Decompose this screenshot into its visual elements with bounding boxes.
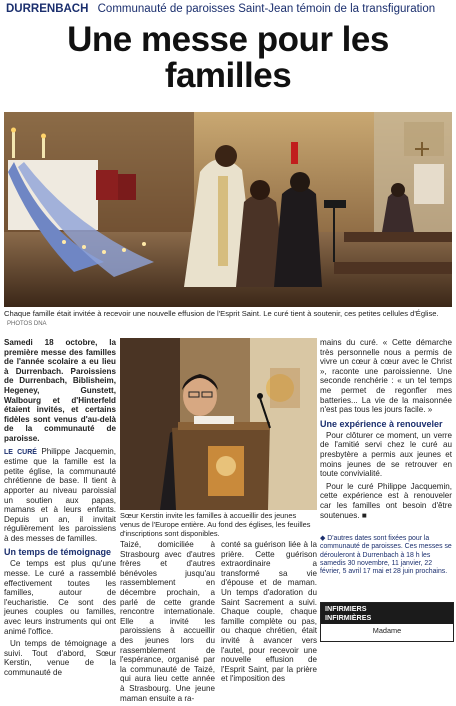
article-col4-para-3: Pour le curé Philippe Jacquemin, cette expérience est à renouveler car les familles ont besoin d'être soutenues. ■ xyxy=(320,481,452,520)
location-label: DURRENBACH xyxy=(6,3,89,15)
article-column-2 xyxy=(120,540,215,706)
dates-note: ◆ D'autres dates sont fixées pour la communauté de paroisses. Ces messes se dérouleront à Durrenbach à 18 h les samedis 30 novembre, 11 janvier, 22 février, 5 avril 17 mai et 28 juin prochains. xyxy=(320,535,452,576)
infirmieres-name: Madame xyxy=(372,626,402,635)
main-photo xyxy=(4,112,452,307)
infirmieres-box xyxy=(320,602,454,642)
article-column-3 xyxy=(221,540,317,687)
article-col4-para-2: Pour clôturer ce moment, un verre de l'amitié servi chez le curé au presbytère a permis aux jeunes et moins jeunes de se retrouver en toute convivialité. xyxy=(320,430,452,479)
article-col2-text: Taizé, domiciliée à Strasbourg avec d'autres frères et d'autres bénévoles jusqu'au rassemblement en décembre prochain, a parlé de cette grande rencontre internationale. Elle a invité les paroissiens à accueillir des jeunes lors du rassemblement de l'espérance, organisé par la communauté de Taizé, qui aura lieu cette année à Strasbourg. Une jeune maman ensuite a ra- xyxy=(120,540,215,703)
article-col4-para-1: mains du curé. « Cette démarche très personnelle nous a permis de vivre un cœur à cœur avec le Christ », raconte une paroissienne. Une seconde renchérie : « un tel temps me permet de regonfler mes batteries... La vie de la maisonnée n'est pas tous les jours facile. » xyxy=(320,338,452,415)
section-subtitle: Communauté de paroisses Saint-Jean témoin de la transfiguration xyxy=(97,3,436,15)
article-para-1-text: Philippe Jacquemin, estime que la famille est la petite église, la communauté chrétienne de base. Il tient à apporter au niveau paroissial un soutien aux papas, mamans et à leurs enfants. Depuis un an, il invitait régulièrement les paroissiens à des messes de familles. xyxy=(4,446,117,543)
article-para-2: Ce temps est plus qu'une messe. Le curé a rassemblé effectivement toutes les familles, autour de l'eucharistie. Ce sont des jeunes couples ou familles, avec leurs instruments qui ont animé l'office. xyxy=(4,559,116,636)
subhead-temoignage: Un temps de témoignage xyxy=(4,547,112,558)
article-headline: Une messe pour les familles xyxy=(67,20,389,95)
sister-photo-caption: Sœur Kerstin invite les familles à accueillir des jeunes venus de l'Europe entière. Au fond des églises, les feuilles d'inscriptions sont disponibles. xyxy=(120,511,311,538)
article-col3-text: conté sa guérison liée à la prière. Cette guérison extraordinaire a transformé sa vie d'épouse et de maman. Un temps d'adoration du Saint Sacrement a suivi. Chaque couple, chaque famille complète ou pas, ou chaque chrétien, était invité à avancer vers l'autel, pour recevoir une nouvelle effusion de l'Esprit Saint, par la prière et l'imposition des xyxy=(221,540,317,684)
keyword-label: LE CURÉ xyxy=(4,448,37,456)
main-caption-text: Chaque famille était invitée à recevoir une nouvelle effusion de l'Esprit Saint. Le curé tient à soutenir, ces petites cellules d'Église. xyxy=(4,309,439,318)
infirmieres-title-2: INFIRMIÈRES xyxy=(325,612,372,622)
article-column-4 xyxy=(320,338,452,523)
article-para-3: Un temps de témoignage a suivi. Tout d'abord, Sœur Kerstin, venue de la communauté de xyxy=(4,639,116,677)
article-column-1 xyxy=(4,338,116,681)
article-lead: Samedi 18 octobre, la première messe des familles de l'année scolaire a eu lieu à Durrenbach. Paroissiens de Durrenbach, Biblisheim, Hegeney, Gunstett, Walbourg et d'Hinterfeld étaient invités, et certains fidèles sont venus d'au-delà de la communauté de paroisse. xyxy=(4,338,116,443)
church-interior-illustration xyxy=(4,112,452,307)
infirmieres-title-1: INFIRMIERS xyxy=(325,604,367,613)
infirmieres-title xyxy=(321,603,453,624)
subhead-experience: Une expérience à renouveler xyxy=(320,418,443,429)
main-photo-caption xyxy=(4,309,452,329)
article-para-1 xyxy=(4,447,116,544)
sister-photo xyxy=(120,338,317,510)
speaker-illustration xyxy=(120,338,317,510)
photo-credit: PHOTOS DNA xyxy=(7,321,47,327)
section-header xyxy=(6,3,452,19)
